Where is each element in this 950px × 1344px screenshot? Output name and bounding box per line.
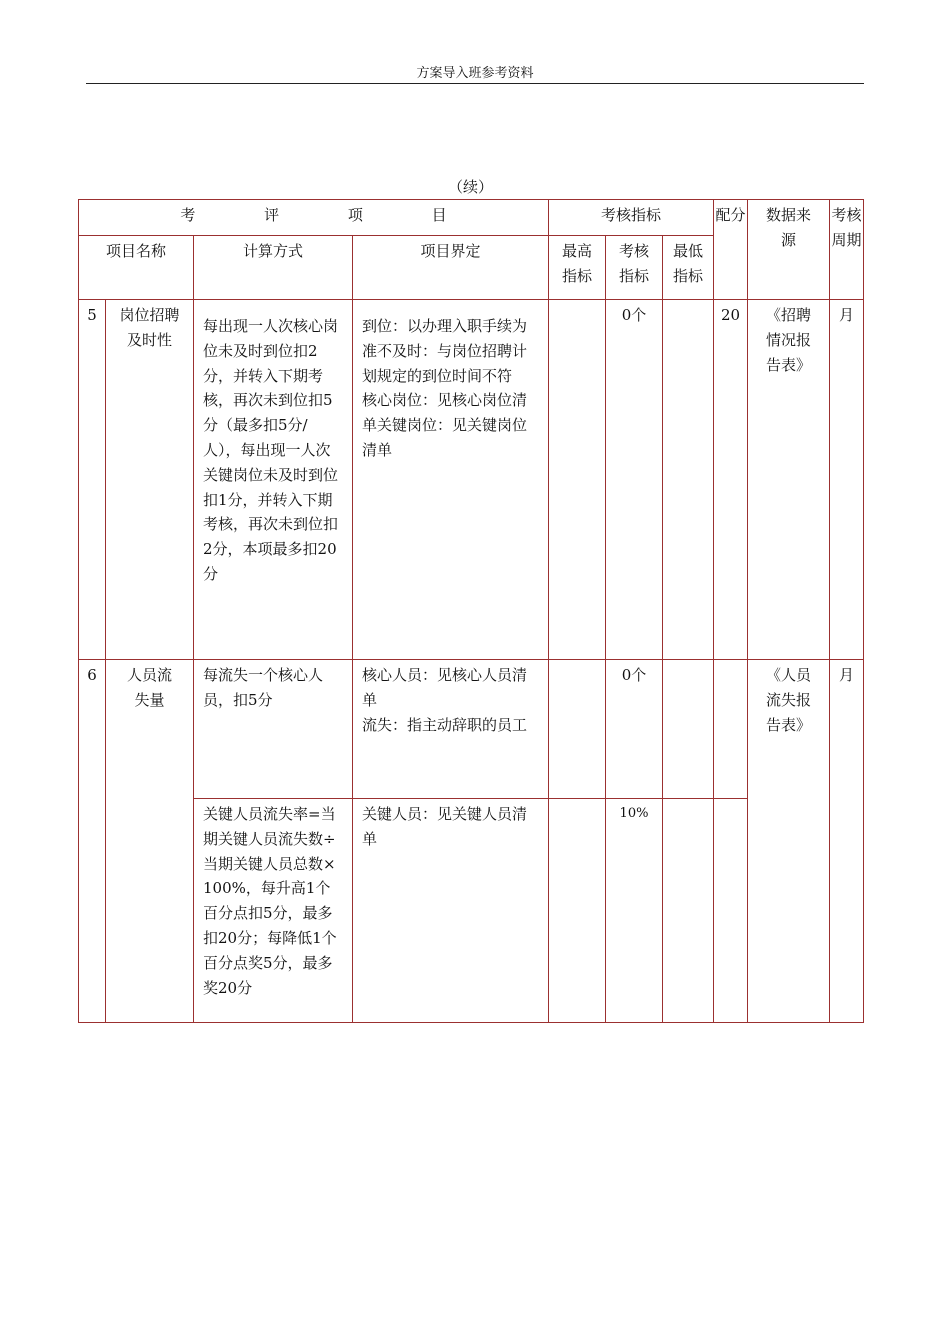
max-indicator [549,660,606,799]
row-number: 5 [79,300,106,660]
header-target-indicator: 考核指标 [606,236,663,300]
header-definition: 项目界定 [353,236,549,300]
table-row [79,660,864,799]
max-indicator [549,799,606,1023]
kpi-table [78,199,864,1023]
item-definition [353,300,549,660]
page-header: 方案导入班参考资料 [416,66,534,81]
item-name: 人员流失量 [106,660,194,1023]
header-rule [86,83,864,84]
row-number: 6 [79,660,106,1023]
header-item-name: 项目名称 [79,236,194,300]
assessment-period: 月 [830,300,864,660]
item-definition: 关键人员：见关键人员清单 [353,799,549,1023]
header-max-indicator: 最高指标 [549,236,606,300]
header-indicators: 考核指标 [549,200,714,236]
table-caption: （续） [447,178,493,196]
data-source: 《人员流失报告表》 [748,660,830,1023]
score: 20 [714,300,748,660]
table-row [79,300,864,660]
header-data-source: 数据来源 [748,200,830,300]
definition-line: 核心岗位：见核心岗位清单关键岗位：见关键岗位清单 [362,391,528,459]
header-eval-items: 考 评 项 目 [79,200,549,236]
header-period: 考核周期 [830,200,864,300]
min-indicator [663,300,714,660]
definition-line: 到位：以办理入职手续为准不及时：与岗位招聘计划规定的到位时间不符 [362,317,528,385]
data-source: 《招聘情况报告表》 [748,300,830,660]
min-indicator [663,799,714,1023]
definition-line: 流失：指主动辞职的员工 [362,715,528,734]
header-score: 配分 [714,200,748,300]
item-name: 岗位招聘及时性 [106,300,194,660]
score [714,660,748,799]
max-indicator [549,300,606,660]
target-indicator: 10% [606,799,663,1023]
header-method: 计算方式 [194,236,353,300]
target-indicator: 0个 [606,300,663,660]
target-indicator: 0个 [606,660,663,799]
assessment-period: 月 [830,660,864,1023]
calculation-method: 每流失一个核心人员，扣5分 [194,660,353,799]
header-min-indicator: 最低指标 [663,236,714,300]
table-row [79,799,864,1023]
calculation-method: 关键人员流失率=当期关键人员流失数÷当期关键人员总数×100%，每升高1个百分点扣5分，最多扣20分；每降低1个百分点奖5分，最多奖20分 [194,799,353,1023]
definition-line: 核心人员：见核心人员清单 [362,666,528,709]
score [714,799,748,1023]
calculation-method: 每出现一人次核心岗位未及时到位扣2分，并转入下期考核，再次未到位扣5分（最多扣5分/人），每出现一人次关键岗位未及时到位扣1分，并转入下期考核，再次未到位扣2分，本项最多扣20分 [194,300,353,660]
min-indicator [663,660,714,799]
item-definition [353,660,549,799]
